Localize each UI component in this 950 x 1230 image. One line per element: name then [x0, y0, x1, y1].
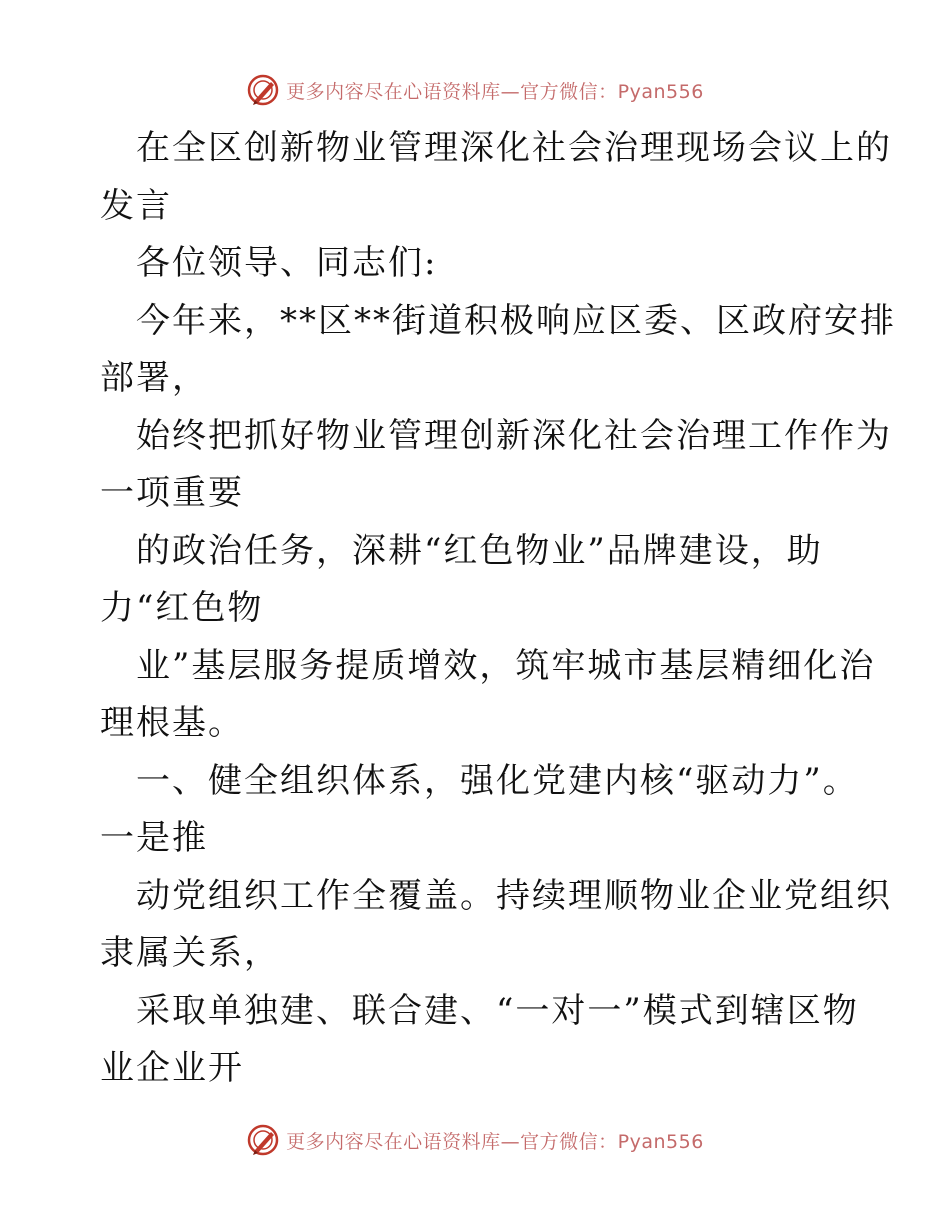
document-body	[100, 120, 896, 1098]
text-line: 一项重要	[100, 473, 244, 513]
text-line: 一是推	[100, 818, 208, 858]
pen-in-circle-logo	[246, 1123, 280, 1157]
text-line: 业企业开	[100, 1048, 244, 1088]
text-line: 今年来，**区**街道积极响应区委、区政府安排	[136, 300, 896, 341]
text-line: 始终把抓好物业管理创新深化社会治理工作作为	[136, 415, 892, 456]
text-line: 业”基层服务提质增效，筑牢城市基层精细化治	[136, 645, 876, 686]
text-line: 动党组织工作全覆盖。持续理顺物业企业党组织	[136, 875, 892, 916]
text-line: 部署，	[100, 358, 208, 398]
text-line: 一、健全组织体系，强化党建内核“驱动力”。	[136, 760, 859, 801]
text-line: 发言	[100, 185, 172, 226]
text-line: 隶属关系，	[100, 933, 280, 973]
text-line: 的政治任务，深耕“红色物业”品牌建设，助	[136, 530, 823, 571]
pen-in-circle-logo	[246, 73, 280, 107]
watermark-text: 更多内容尽在心语资料库—官方微信：Pyan556	[286, 80, 704, 103]
text-line: 理根基。	[100, 703, 244, 743]
text-line: 力“红色物	[100, 588, 264, 628]
watermark-text: 更多内容尽在心语资料库—官方微信：Pyan556	[286, 1130, 704, 1153]
footer-watermark	[0, 1120, 950, 1160]
header-watermark	[0, 70, 950, 110]
text-line: 各位领导、同志们:	[136, 243, 438, 283]
text-line: 采取单独建、联合建、“一对一”模式到辖区物	[136, 990, 859, 1031]
text-line: 在全区创新物业管理深化社会治理现场会议上的	[136, 128, 892, 168]
